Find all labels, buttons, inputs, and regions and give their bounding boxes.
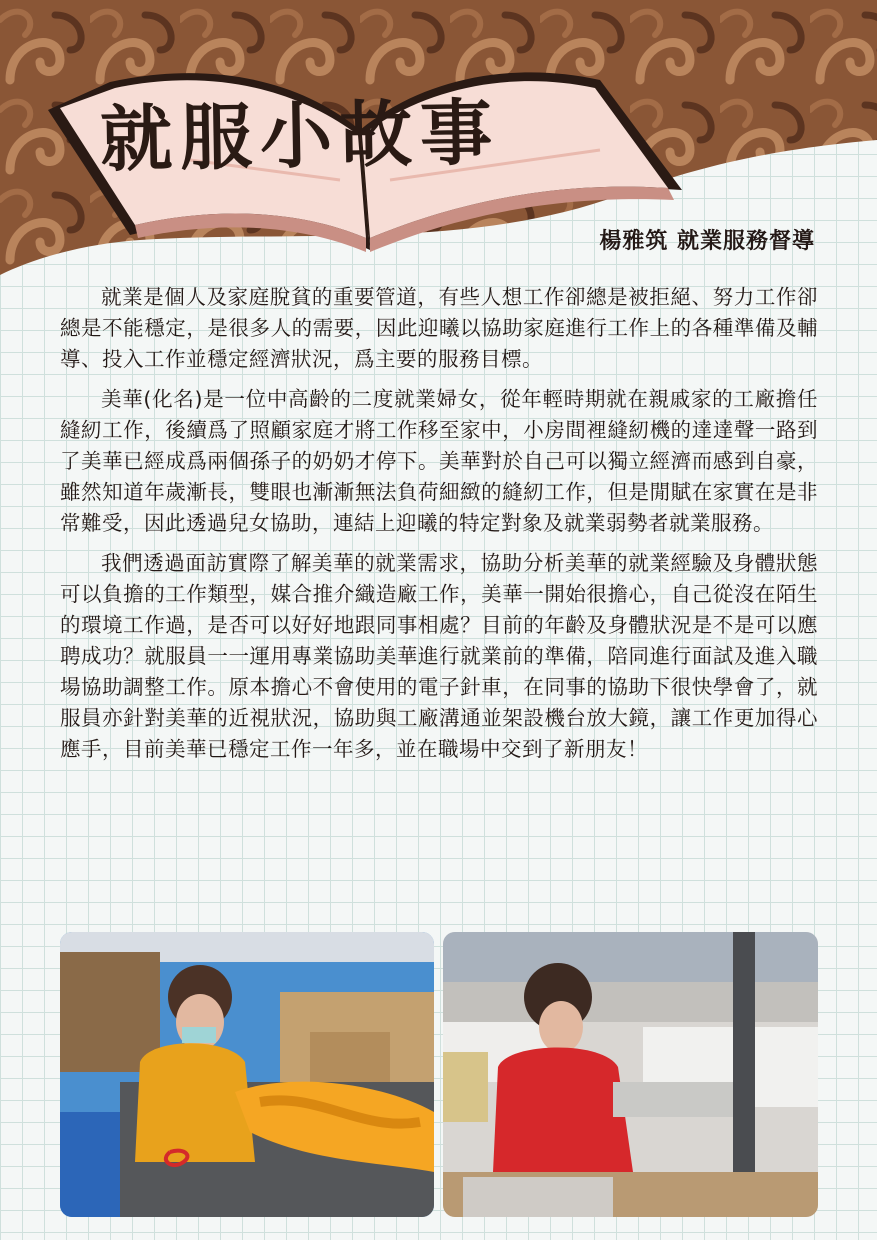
page-title: 就服小故事: [99, 89, 501, 182]
paragraph-intro: 就業是個人及家庭脫貧的重要管道，有些人想工作卻總是被拒絕、努力工作卻總是不能穩定，是很多人的需要，因此迎曦以協助家庭進行工作上的各種準備及輔導、投入工作並穩定經濟狀況，爲主要的服務目標。: [60, 285, 818, 371]
article-body: [60, 282, 818, 774]
author-byline: 楊雅筑 就業服務督導: [599, 229, 815, 254]
photo-worker-sewing: [443, 932, 818, 1217]
photo-worker-assembling: [60, 932, 434, 1217]
paragraph-background: 美華(化名)是一位中高齡的二度就業婦女，從年輕時期就在親戚家的工廠擔任縫紉工作，後續爲了照顧家庭才將工作移至家中，小房間裡縫紉機的達達聲一路到了美華已經成爲兩個孫子的奶奶才停下。美華對於自己可以獨立經濟而感到自豪，雖然知道年歲漸長，雙眼也漸漸無法負荷細緻的縫紉工作，但是閒賦在家實在是非常難受，因此透過兒女協助，連結上迎曦的特定對象及就業弱勢者就業服務。: [60, 387, 818, 535]
paragraph-outcome: 我們透過面訪實際了解美華的就業需求，協助分析美華的就業經驗及身體狀態可以負擔的工作類型，媒合推介織造廠工作，美華一開始很擔心，自己從沒在陌生的環境工作過，是否可以好好地跟同事相處？目前的年齡及身體狀況是不是可以應聘成功？就服員一一運用專業協助美華進行就業前的準備，陪同進行面試及進入職場協助調整工作。原本擔心不會使用的電子針車，在同事的協助下很快學會了，就服員亦針對美華的近視狀況，協助與工廠溝通並架設機台放大鏡，讓工作更加得心應手，目前美華已穩定工作一年多，並在職場中交到了新朋友！: [60, 551, 818, 761]
